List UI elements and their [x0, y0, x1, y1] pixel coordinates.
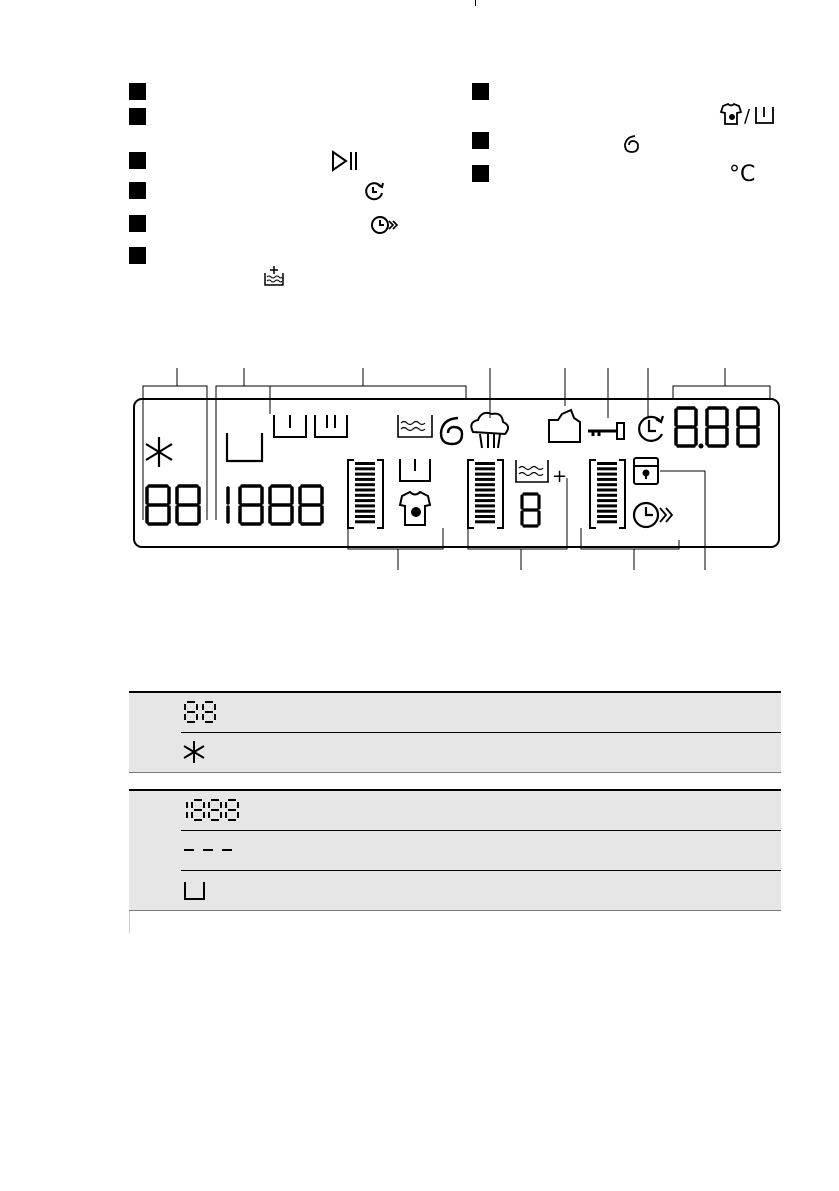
gauge-bar: [597, 504, 617, 507]
gauge-bar: [355, 494, 375, 497]
play-pause-icon: [331, 150, 361, 172]
time-manager-icon: [362, 180, 386, 204]
svg-text:/: /: [744, 106, 751, 127]
temperature-icon: °C: [729, 162, 756, 187]
gauge-bar: [355, 462, 375, 465]
gauge-bar: [475, 515, 495, 518]
gauge-bar: [355, 515, 375, 518]
gauge-bar: [597, 499, 617, 502]
gauge-bar: [597, 473, 617, 476]
table-row-divider: [181, 870, 781, 871]
door-lock-icon: [634, 458, 658, 484]
delay-start-display-icon: [634, 503, 672, 527]
rinse-display-icon: [398, 415, 432, 437]
legend-marker-4: [129, 182, 146, 199]
gauge-bar: [597, 515, 617, 518]
gauge-bar: [355, 473, 375, 476]
gauge-bar: [355, 483, 375, 486]
empty-drum-icon: [227, 433, 262, 461]
steam-icon: [471, 413, 508, 448]
four-digit-display-icon: [182, 797, 242, 823]
time-manager-display-icon: [639, 416, 663, 441]
gauge-bar: [475, 499, 495, 502]
gauge-bar: [475, 483, 495, 486]
digit-segments: [147, 486, 322, 524]
extra-rinse-display-icon: [516, 460, 548, 482]
legend-marker-2: [129, 108, 146, 125]
bar-gauge-2: [468, 460, 503, 528]
table-edge: [129, 911, 130, 933]
spin-display-icon: [441, 418, 462, 444]
gauge-bar: [355, 478, 375, 481]
legend-marker-9: [472, 165, 489, 182]
display-panel-diagram: [0, 360, 839, 580]
gauge-bar: [597, 494, 617, 497]
gauge-bar: [475, 494, 495, 497]
door-lock-key-icon: [588, 423, 624, 439]
legend-marker-8: [472, 132, 489, 149]
compartment-icons: [274, 415, 347, 437]
gauge-bar: [475, 462, 495, 465]
legend-marker-7: [472, 83, 489, 100]
rinse-plus-sign: +: [552, 466, 568, 487]
dashes-icon: [182, 843, 242, 857]
bar-gauge-1: [348, 460, 383, 528]
table-rule-bottom-1: [129, 772, 781, 773]
gauge-bar: [475, 510, 495, 513]
spin-icon: [621, 133, 643, 155]
gauge-bar: [355, 499, 375, 502]
table-rule-bottom-2: [129, 910, 781, 911]
two-digit-display-icon: [182, 699, 222, 725]
gauge-bar: [475, 473, 495, 476]
gauge-bar: [597, 478, 617, 481]
gauge-bar: [597, 520, 617, 523]
gauge-bar: [597, 462, 617, 465]
table-row-divider: [181, 732, 781, 733]
column-divider-tick: [475, 0, 476, 6]
empty-drum-icon: [182, 879, 208, 903]
gauge-bar: [355, 489, 375, 492]
time-digit-segments: [676, 408, 758, 446]
display-panel-outline: [134, 399, 779, 547]
bar-gauge-3: [590, 460, 625, 528]
gauge-bar: [355, 504, 375, 507]
gauge-bar: [475, 520, 495, 523]
gauge-bar: [475, 478, 495, 481]
legend-marker-1: [129, 83, 146, 100]
gauge-bar: [597, 489, 617, 492]
table-group-1: [129, 693, 781, 773]
asterisk-icon: [146, 437, 172, 467]
gauge-bar: [475, 489, 495, 492]
gauge-bar: [355, 510, 375, 513]
gauge-bar: [475, 504, 495, 507]
time-decimal-point: [699, 444, 704, 449]
stain-prewash-icon: [718, 102, 778, 128]
bottom-callouts: [348, 471, 705, 570]
stain-display-icon: [549, 410, 580, 442]
delay-start-icon: [370, 213, 400, 237]
legend-marker-5: [129, 215, 146, 232]
gauge-bar: [355, 520, 375, 523]
compartment-small-icon: [400, 459, 430, 481]
legend-marker-3: [129, 152, 146, 169]
asterisk-icon: [182, 739, 208, 765]
gauge-bar: [597, 467, 617, 470]
gauge-bar: [597, 483, 617, 486]
table-row-divider: [181, 830, 781, 831]
gauge-bar: [355, 467, 375, 470]
gauge-bar: [597, 510, 617, 513]
legend-marker-6: [129, 247, 146, 264]
gauge-bar: [475, 467, 495, 470]
shirt-stain-icon: [400, 492, 430, 525]
extra-rinse-icon: [262, 264, 286, 288]
rinse-digit-segments: [522, 494, 539, 526]
